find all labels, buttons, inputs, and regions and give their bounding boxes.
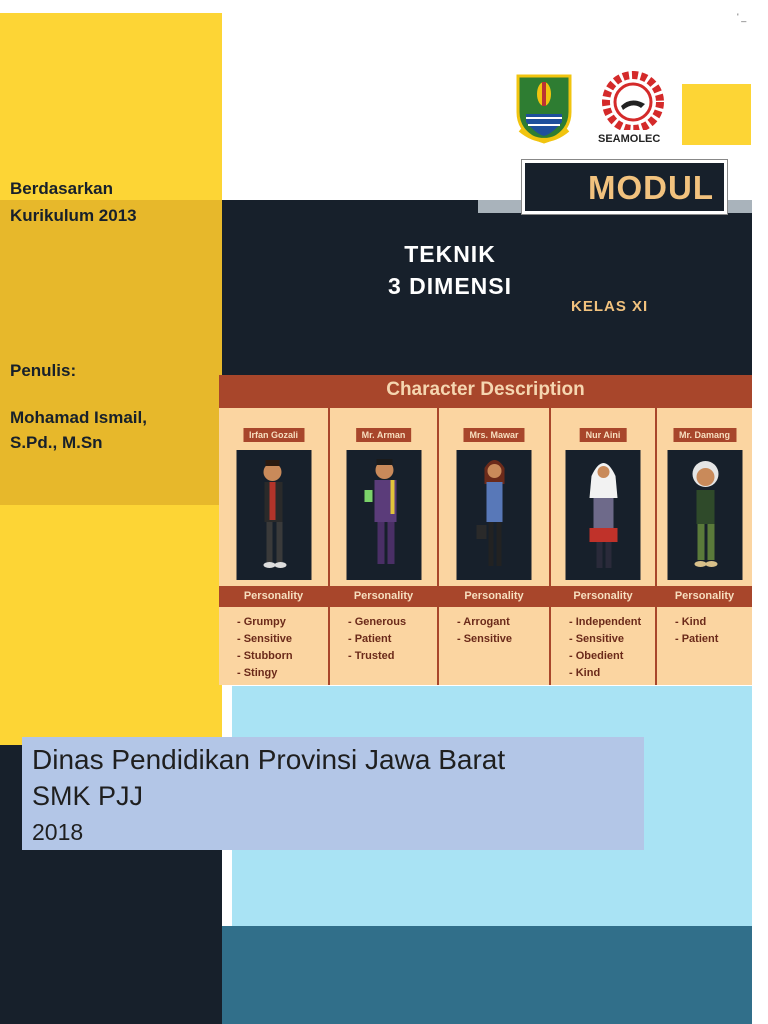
curriculum-line: Kurikulum 2013	[10, 206, 137, 225]
trait-item: - Grumpy	[237, 616, 286, 628]
trait-item: - Trusted	[348, 650, 395, 662]
character-portrait	[346, 450, 421, 580]
character-name: Mrs. Mawar	[463, 428, 524, 442]
west-java-emblem-icon	[512, 70, 576, 146]
author-name-line: S.Pd., M.Sn	[10, 433, 103, 452]
trait-list	[675, 614, 718, 648]
trait-item: - Patient	[348, 633, 392, 645]
publish-year: 2018	[32, 819, 84, 845]
character-card	[219, 408, 330, 685]
character-chart	[219, 375, 752, 685]
yellow-panel-bottom	[0, 505, 222, 745]
character-name: Nur Aini	[580, 428, 627, 442]
school-name: SMK PJJ	[32, 781, 144, 811]
module-title-line: 3 DIMENSI	[387, 273, 513, 299]
personality-label: Personality	[330, 586, 437, 607]
trait-item: - Kind	[675, 616, 707, 628]
trait-list	[569, 614, 641, 682]
yellow-panel-middle	[0, 200, 222, 505]
trait-list	[237, 614, 293, 682]
hijab-girl-figure-icon	[566, 450, 641, 580]
trait-item: - Sensitive	[237, 633, 293, 645]
character-name: Mr. Damang	[673, 428, 736, 442]
yellow-panel-top	[0, 13, 222, 200]
author-label: Penulis:	[10, 361, 77, 380]
modul-badge	[522, 160, 727, 214]
modul-badge-text: MODUL	[588, 169, 714, 206]
curriculum-text	[10, 175, 137, 229]
publisher-box	[22, 737, 644, 850]
character-name: Irfan Gozali	[243, 428, 304, 442]
personality-label: Personality	[551, 586, 655, 607]
module-title-line: TEKNIK	[404, 241, 496, 267]
module-title	[340, 238, 560, 302]
publisher-name: Dinas Pendidikan Provinsi Jawa Barat	[32, 744, 506, 775]
seamolec-logo-icon	[596, 70, 670, 130]
chart-title: Character Description	[219, 375, 752, 408]
author-name	[10, 405, 147, 455]
old-man-figure-icon	[667, 450, 742, 580]
trait-item: - Stingy	[237, 667, 278, 679]
personality-label: Personality	[439, 586, 549, 607]
man-phone-figure-icon	[346, 450, 421, 580]
seamolec-label: SEAMOLEC	[598, 133, 661, 145]
author-name-line: Mohamad Ismail,	[10, 408, 147, 427]
character-card	[439, 408, 551, 685]
trait-item: - Generous	[348, 616, 407, 628]
woman-figure-icon	[457, 450, 532, 580]
trait-item: - Independent	[569, 616, 642, 628]
character-portrait	[667, 450, 742, 580]
personality-label: Personality	[657, 586, 752, 607]
character-portrait	[236, 450, 311, 580]
character-card	[330, 408, 439, 685]
trait-item: - Sensitive	[569, 633, 625, 645]
trait-list	[457, 614, 512, 648]
character-portrait	[566, 450, 641, 580]
yellow-square-accent	[682, 84, 751, 145]
trait-list	[348, 614, 406, 665]
character-card	[657, 408, 752, 685]
character-card	[551, 408, 657, 685]
trait-item: - Arrogant	[457, 616, 510, 628]
trait-item: - Stubborn	[237, 650, 293, 662]
trait-item: - Obedient	[569, 650, 624, 662]
character-name: Mr. Arman	[356, 428, 412, 442]
character-portrait	[457, 450, 532, 580]
curriculum-line: Berdasarkan	[10, 179, 114, 198]
grumpy-boy-figure-icon	[236, 450, 311, 580]
grade-label: KELAS XI	[571, 298, 649, 315]
trait-item: - Patient	[675, 633, 719, 645]
personality-label: Personality	[219, 586, 328, 607]
trait-item: - Sensitive	[457, 633, 513, 645]
trait-item: - Kind	[569, 667, 601, 679]
teal-panel	[222, 926, 752, 1024]
corner-mark: ' _	[737, 12, 747, 22]
